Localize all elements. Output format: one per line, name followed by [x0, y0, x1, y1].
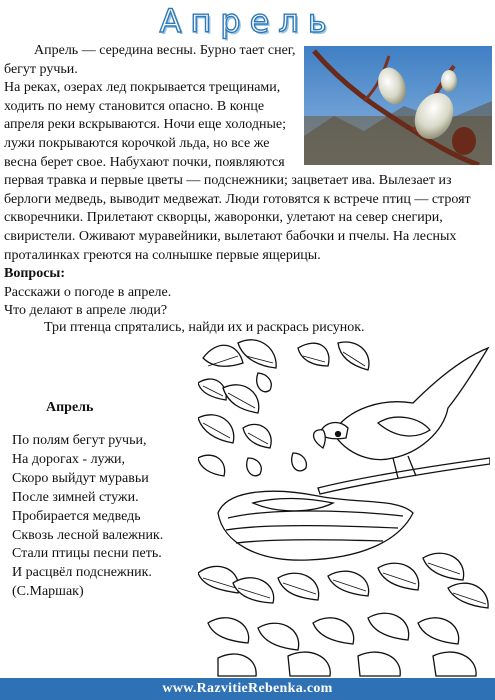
poem-line: На дорогах - лужи, — [12, 451, 126, 467]
poem — [12, 432, 163, 602]
question-1: Расскажи о погоде в апреле. — [4, 284, 172, 300]
intro-paragraph: На реках, озерах лед покрывается трещинами, ходить по нему становится опасно. В конце апреля реки вскрываются. Ночи еще холодные; лужи покрываются корочкой льда, но все же весна берет свое. Набухают почки, появляются первая травка и первые цветы — подснежники; зацветает ива. Вылезает из берлоги медведь, выводит медвежат. Люди готовятся к встрече птиц — строят скворечники. Прилетают скворцы, жаворонки, улетают на север снегири, свиристели. Оживают муравейники, вылетают бабочки и пчелы. На лесных проталинках греются на солнышке первые ящерицы. — [4, 80, 471, 263]
footer-link[interactable]: www.RazvitieRebenka.com — [162, 681, 333, 696]
poem-author: (С.Маршак) — [12, 584, 84, 600]
coloring-picture — [198, 338, 490, 678]
poem-title: Апрель — [46, 400, 94, 415]
poem-line: Стали птицы песни петь. — [12, 546, 162, 562]
coloring-task: Три птенца спрятались, найди их и раскрась рисунок. — [44, 320, 365, 335]
footer-bar — [0, 678, 495, 700]
title-bar — [0, 0, 495, 38]
page-title: Апрель — [159, 2, 336, 40]
poem-line: Скоро выйдут муравьи — [12, 470, 149, 486]
poem-line: Сквозь лесной валежник. — [12, 527, 164, 543]
poem-line: После зимней стужи. — [12, 489, 139, 505]
question-2: Что делают в апреле люди? — [4, 303, 168, 319]
poem-line: Пробирается медведь — [12, 508, 141, 524]
intro-line-1: Апрель — середина весны. Бурно тает снег, бегут ручьи. — [4, 43, 296, 77]
poem-line: И расцвёл подснежник. — [12, 565, 152, 581]
intro-text — [4, 42, 492, 321]
questions-heading: Вопросы: — [4, 266, 65, 282]
poem-line: По полям бегут ручьи, — [12, 433, 147, 448]
willow-photo — [304, 46, 492, 165]
